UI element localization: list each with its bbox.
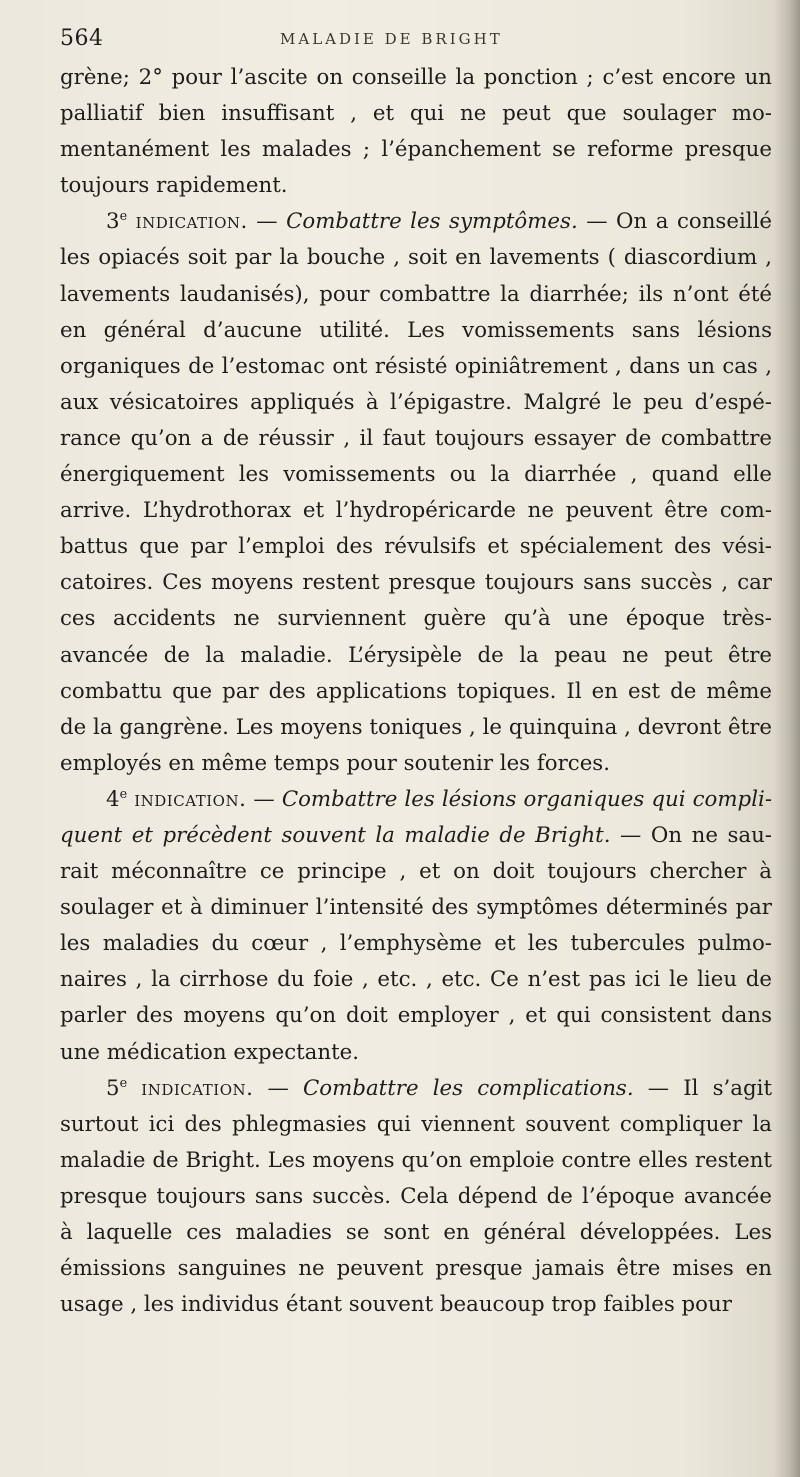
paragraph-text: — On ne sau- rait méconnaître ce principe , et on doit toujours chercher à soulager et à diminuer l’intensité des symptômes déterminés par les maladies du cœur , l’emphysème et les tubercules pulmo- naires , la cirrhose du foie , etc. , etc. Ce n’est pas ici le lieu de parler des moyens qu’on doit employer , et qui consistent dans une médication expectante. xyxy=(60,822,772,1065)
paragraph-indication-3 xyxy=(60,204,772,782)
page-header xyxy=(60,26,760,56)
indication-label: indication. xyxy=(134,786,247,812)
ordinal-suffix: e xyxy=(119,1075,128,1091)
paragraph-indication-4 xyxy=(60,782,772,1071)
indication-label: indication. xyxy=(135,209,248,235)
body-text xyxy=(60,60,772,1323)
indication-title: Combattre les symptômes. xyxy=(286,209,578,235)
dash: — xyxy=(247,209,287,235)
paragraph-indication-5 xyxy=(60,1071,772,1324)
ordinal-suffix: e xyxy=(119,786,128,802)
page-number: 564 xyxy=(60,26,104,51)
paragraph-text: — Il s’agit surtout ici des phlegmasies qui viennent souvent compliquer la maladie de Bright. Les moyens qu’on emploie contre elles restent presque toujours sans succès. Cela dépend de l’époque avancée à laquelle ces maladies se sont en général développées. Les émissions sanguines ne peuvent presque jamais être mises en usage , les individus étant souvent beaucoup trop faibles pour xyxy=(60,1075,773,1318)
indication-number: 5 xyxy=(106,1075,120,1101)
paragraph-text: — On a conseillé les opiacés soit par la bouche , soit en lavements ( diascordium , lavements laudanisés), pour combattre la diarrhée; ils n’ont été en général d’aucune utilité. Les vomissements sans lésions organiques de l’estomac ont résisté opiniâtrement , dans un cas , aux vésicatoires appliqués à l’épigastre. Malgré le peu d’espé- rance qu’on a de réussir , il faut toujours essayer de combattre énergiquement les vomissements ou la diarrhée , quand elle arrive. L’hydrothorax et l’hydropéricarde ne peuvent être com- battus que par l’emploi des révulsifs et spécialement des vési- catoires. Ces moyens restent presque toujours sans succès , car ces accidents ne surviennent guère qu’à une époque très-avancée de la maladie. L’érysipèle de la peau ne peut être combattu que par des applications topiques. Il en est de même de la gangrène. Les moyens toniques , le quinquina , devront être employés en même temps pour soutenir les forces. xyxy=(60,209,772,776)
indication-title: Combattre les complications. xyxy=(303,1075,634,1101)
dash: — xyxy=(253,1075,304,1101)
ordinal-suffix: e xyxy=(119,209,128,225)
indication-number: 4 xyxy=(106,786,120,812)
indication-number: 3 xyxy=(106,209,120,235)
page-edge-shadow xyxy=(774,0,800,1477)
paragraph-text: grène; 2° pour l’ascite on conseille la ponction ; c’est encore un palliatif bien insuffisant , et qui ne peut que soulager mo- mentanément les malades ; l’épanchement se reforme presque toujours rapidement. xyxy=(60,65,772,199)
indication-title: Combattre les lésions organiques qui compli- quent et précèdent souvent la maladie de Bright. xyxy=(60,786,773,848)
dash: — xyxy=(246,786,282,812)
running-head: MALADIE DE BRIGHT xyxy=(280,30,503,48)
indication-label: indication. xyxy=(141,1075,254,1101)
paragraph-continuation xyxy=(60,60,772,204)
